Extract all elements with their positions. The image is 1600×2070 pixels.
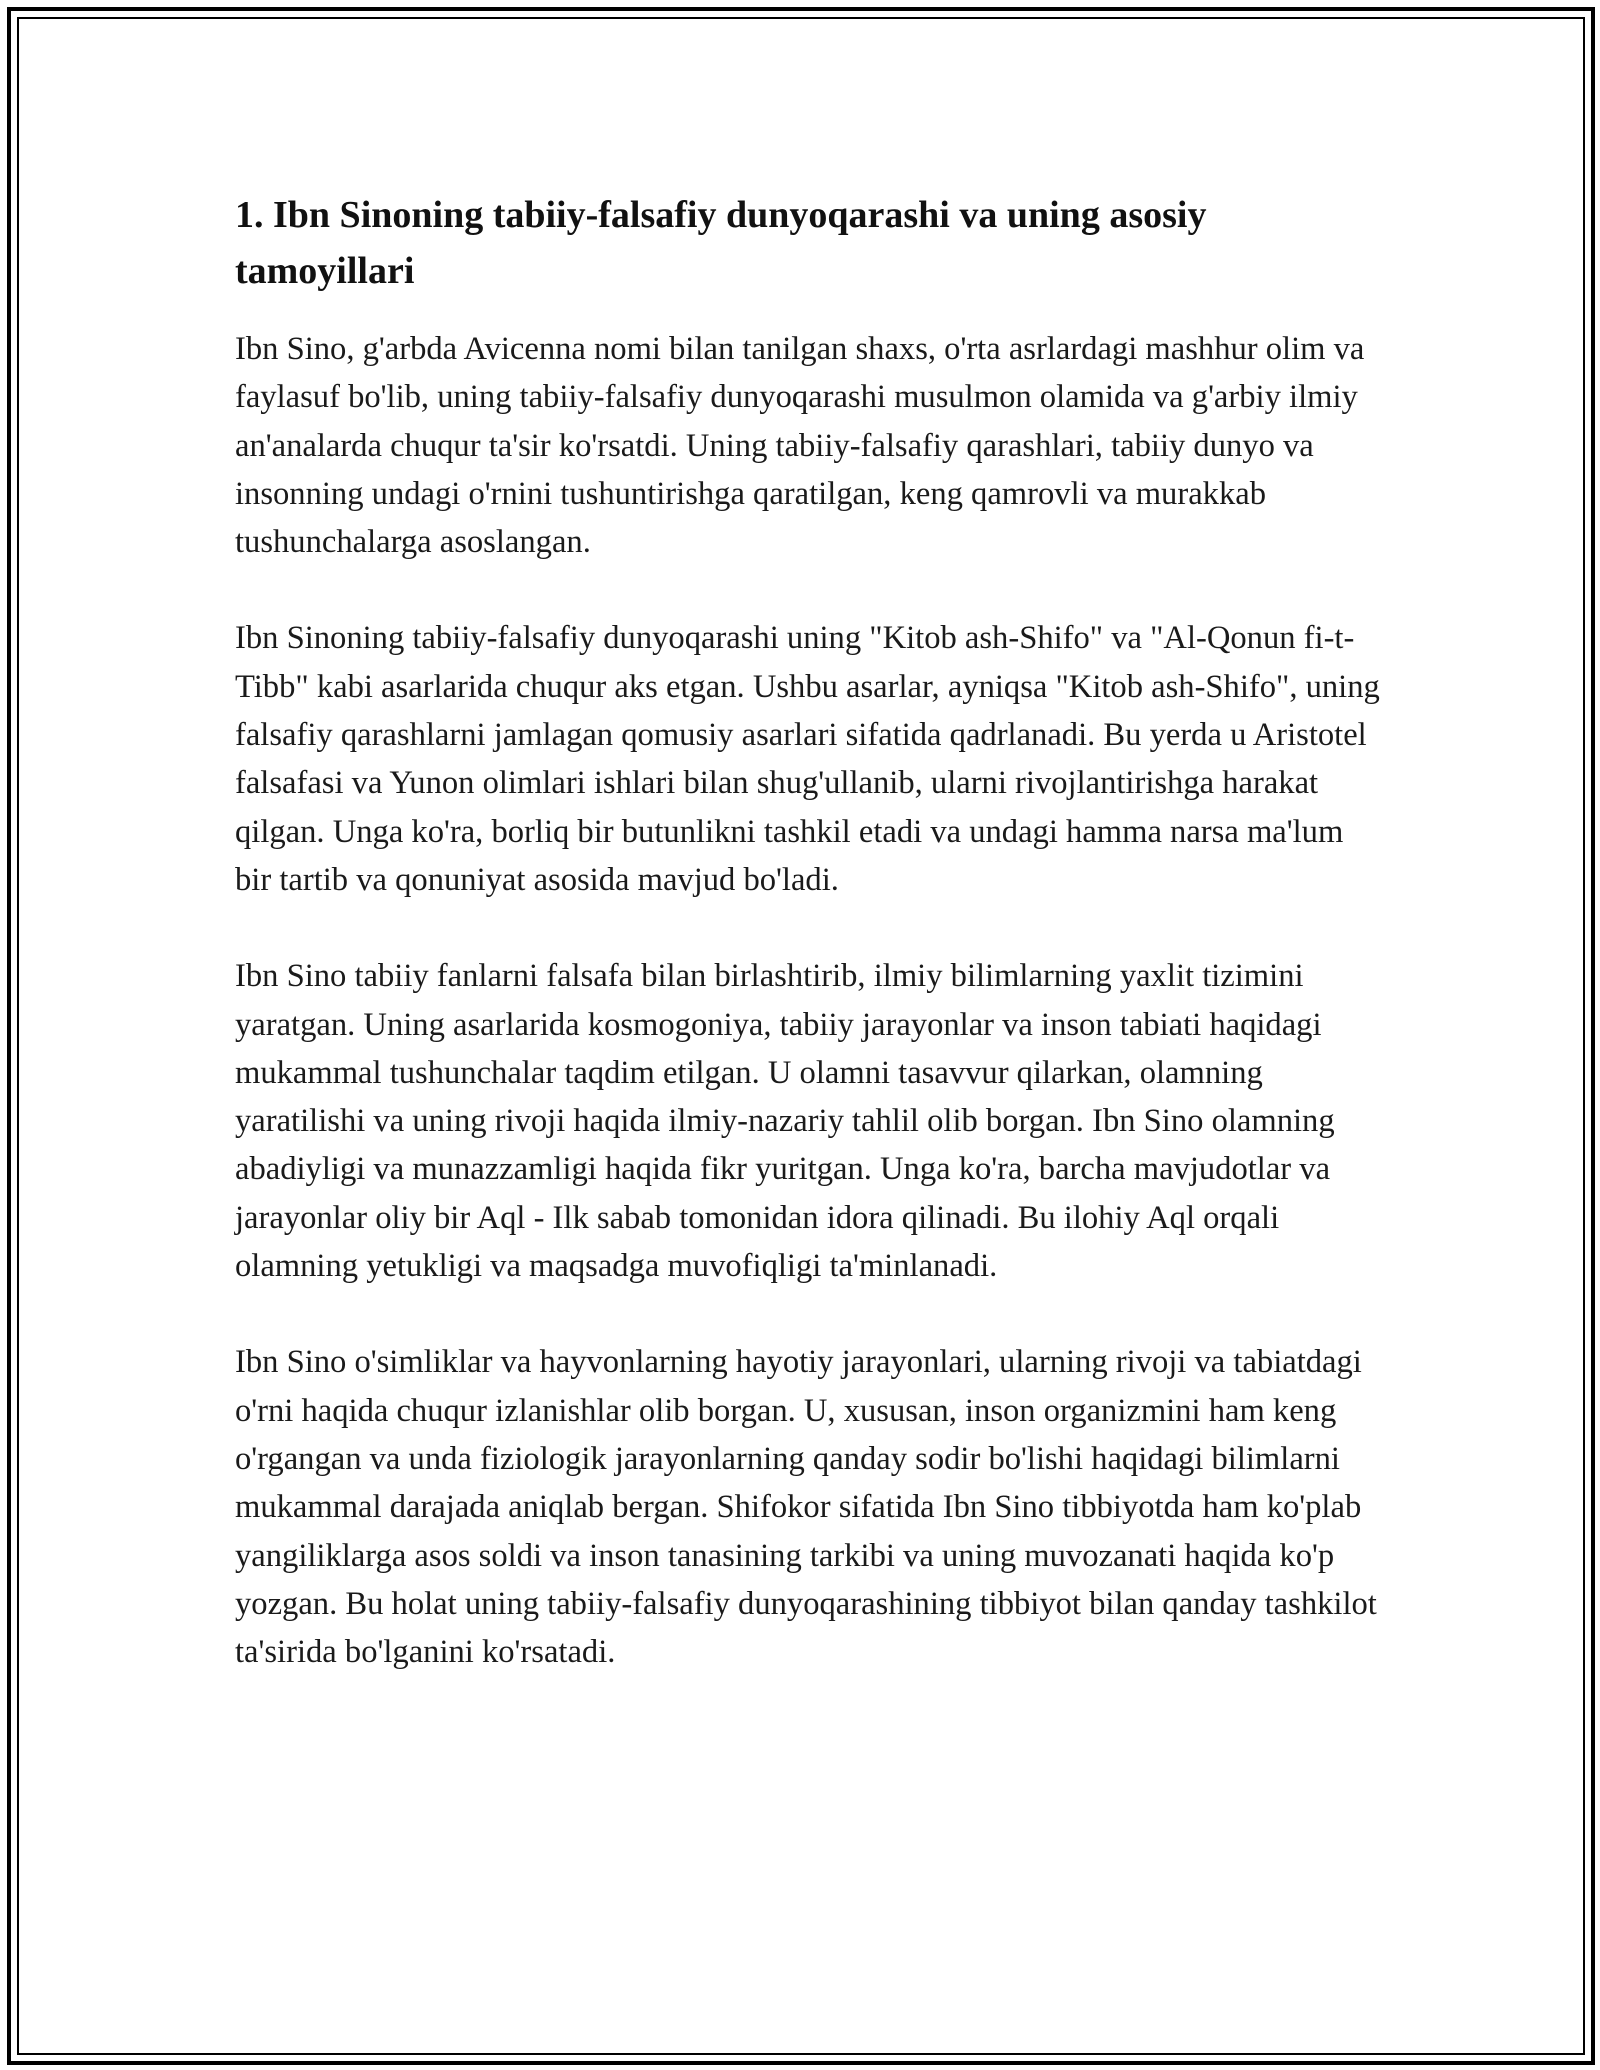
document-body	[235, 187, 1385, 1724]
paragraph-1: Ibn Sino, g'arbda Avicenna nomi bilan tanilgan shaxs, o'rta asrlardagi mashhur olim va faylasuf bo'lib, uning tabiiy-falsafiy dunyoqarashi musulmon olamida va g'arbiy ilmiy an'analarda chuqur ta'sir ko'rsatdi. Uning tabiiy-falsafiy qarashlari, tabiiy dunyo va insonning undagi o'rnini tushuntirishga qaratilgan, keng qamrovli va murakkab tushunchalarga asoslangan.	[235, 331, 1365, 561]
paragraph-2: Ibn Sinoning tabiiy-falsafiy dunyoqarashi uning "Kitob ash-Shifo" va "Al-Qonun fi-t-Tibb" kabi asarlarida chuqur aks etgan. Ushbu asarlar, ayniqsa "Kitob ash-Shifo", uning falsafiy qarashlarni jamlagan qomusiy asarlari sifatida qadrlanadi. Bu yerda u Aristotel falsafasi va Yunon olimlari ishlari bilan shug'ullanib, ularni rivojlantirishga harakat qilgan. Unga ko'ra, borliq bir butunlikni tashkil etadi va undagi hamma narsa ma'lum bir tartib va qonuniyat asosida mavjud bo'ladi.	[235, 620, 1380, 898]
paragraph-3: Ibn Sino tabiiy fanlarni falsafa bilan birlashtirib, ilmiy bilimlarning yaxlit tizimini yaratgan. Uning asarlarida kosmogoniya, tabiiy jarayonlar va inson tabiati haqidagi mukammal tushunchalar taqdim etilgan. U olamni tasavvur qilarkan, olamning yaratilishi va uning rivoji haqida ilmiy-nazariy tahlil olib borgan. Ibn Sino olamning abadiyligi va munazzamligi haqida fikr yuritgan. Unga ko'ra, barcha mavjudotlar va jarayonlar oliy bir Aql - Ilk sabab tomonidan idora qilinadi. Bu ilohiy Aql orqali olamning yetukligi va maqsadga muvofiqligi ta'minlanadi.	[235, 958, 1335, 1285]
section-heading: 1. Ibn Sinoning tabiiy-falsafiy dunyoqarashi va uning asosiy tamoyillari	[235, 194, 1207, 292]
paragraph-4: Ibn Sino o'simliklar va hayvonlarning hayotiy jarayonlari, ularning rivoji va tabiatdagi o'rni haqida chuqur izlanishlar olib borgan. U, xususan, inson organizmini ham keng o'rgangan va unda fiziologik jarayonlarning qanday sodir bo'lishi haqidagi bilimlarni mukammal darajada aniqlab bergan. Shifokor sifatida Ibn Sino tibbiyotda ham ko'plab yangiliklarga asos soldi va inson tanasining tarkibi va uning muvozanati haqida ko'p yozgan. Bu holat uning tabiiy-falsafiy dunyoqarashining tibbiyot bilan qanday tashkilot ta'sirida bo'lganini ko'rsatadi.	[235, 1344, 1377, 1671]
